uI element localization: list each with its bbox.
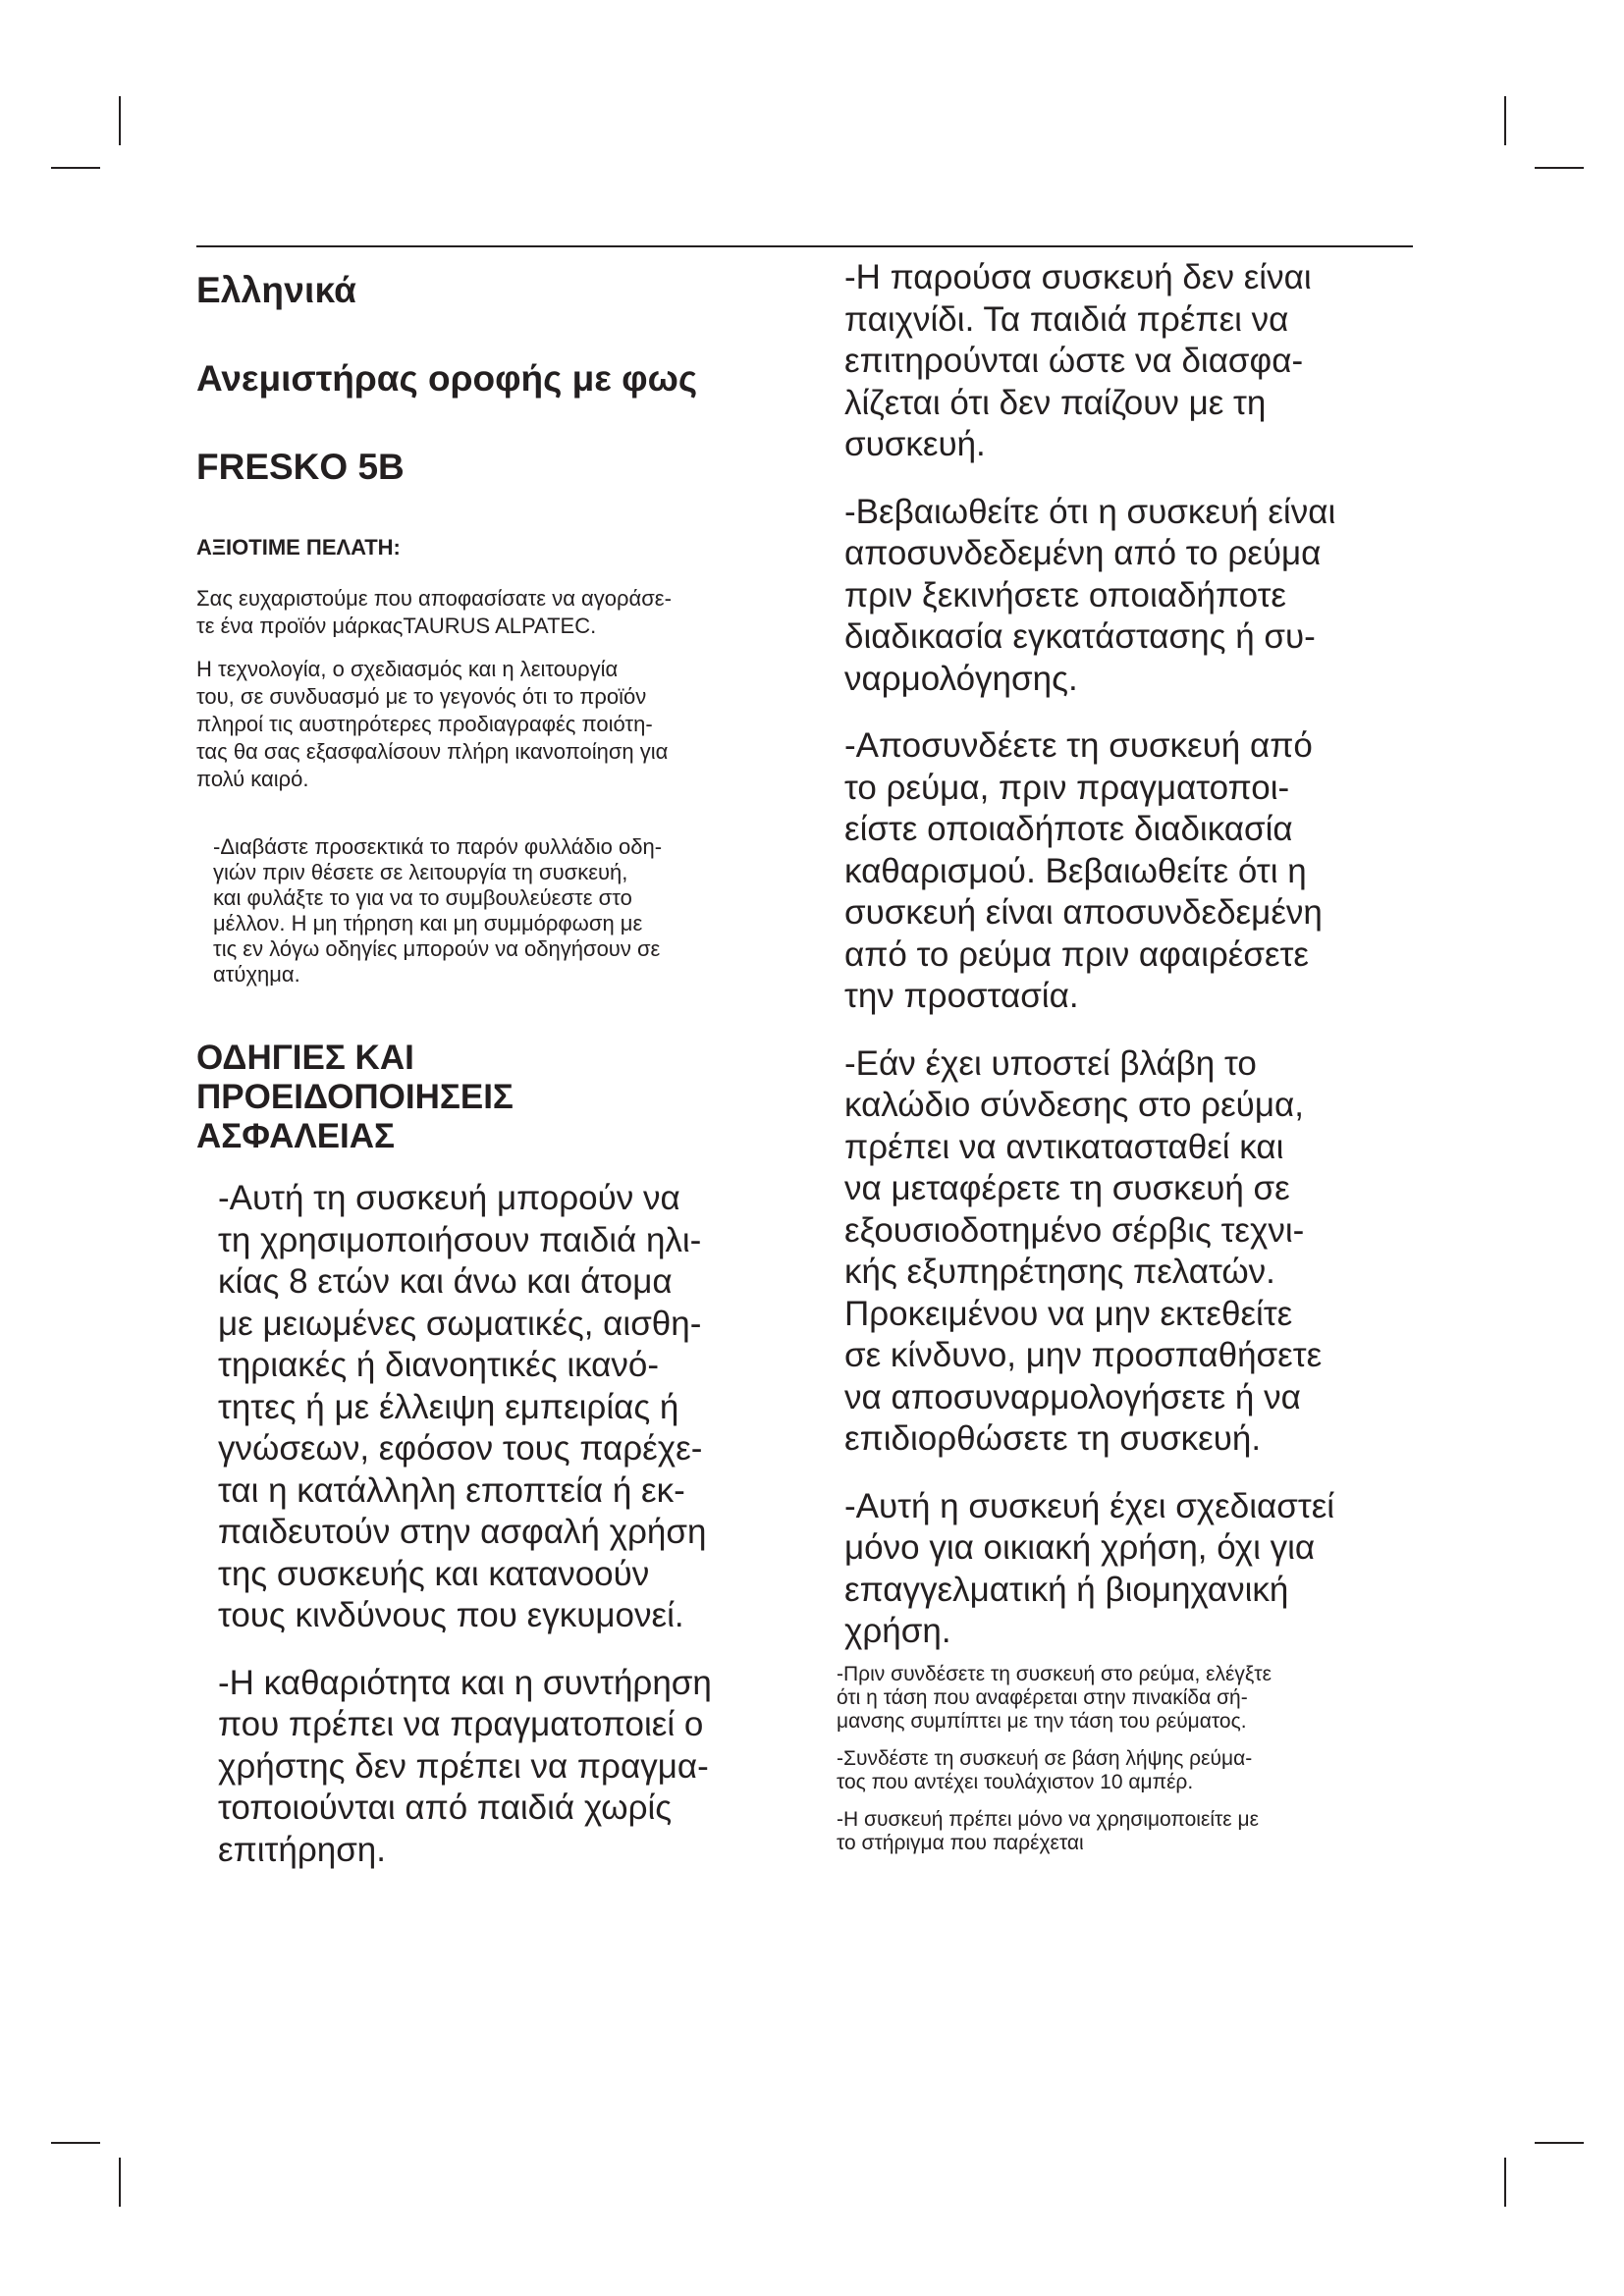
safety-paragraph-disconnect-before-install: -Βεβαιωθείτε ότι η συσκευή είναι αποσυνδεδεμένη από το ρεύμα πριν ξεκινήσετε οποιαδήποτε διαδικασία εγκατάστασης ή συ- ναρμολόγησης.	[844, 492, 1336, 698]
crop-mark	[1504, 96, 1506, 145]
safety-paragraph-children-use: -Αυτή τη συσκευή μπορούν να τη χρησιμοποιήσουν παιδιά ηλι- κίας 8 ετών και άνω και άτομα με μειωμένες σωματικές, αισθη- τηριακές ή διανοητικές ικανό- τητες ή με έλλειψη εμπειρίας ή γνώσεων, εφόσον τους παρέχε- ται η κατάλληλη εποπτεία ή εκ- παιδευτούν στην ασφαλή χρήση της συσκευής και κατανοούν τους κινδύνους που εγκυμονεί.	[218, 1179, 707, 1634]
crop-mark	[1535, 167, 1584, 169]
left-column	[196, 257, 805, 1871]
model-title: FRESKO 5B	[196, 447, 405, 487]
crop-mark	[51, 2142, 100, 2144]
safety-paragraph-damaged-cable: -Εάν έχει υποστεί βλάβη το καλώδιο σύνδεσης στο ρεύμα, πρέπει να αντικατασταθεί και να μεταφέρετε τη συσκευή σε εξουσιοδοτημένο σέρβις τεχνι- κής εξυπηρέτησης πελατών. Προκειμένου να μην εκτεθείτε σε κίνδυνο, μην προσπαθήσετε να αποσυναρμολογήσετε ή να επιδιορθώσετε τη συσκευή.	[844, 1043, 1323, 1458]
safety-note-support: -Η συσκευή πρέπει μόνο να χρησιμοποιείτε με το στήριγμα που παρέχεται	[837, 1807, 1259, 1854]
safety-note-check-voltage: -Πριν συνδέσετε τη συσκευή στο ρεύμα, ελέγξτε ότι η τάση που αναφέρεται στην πινακίδα σή- μανσης συμπίπτει με την τάση του ρεύματος.	[837, 1662, 1272, 1733]
header-rule	[196, 245, 1413, 247]
read-instructions-note: -Διαβάστε προσεκτικά το παρόν φυλλάδιο οδη- γιών πριν θέσετε σε λειτουργία τη συσκευή, και φυλάξτε το για να το συμβουλεύεστε στο μέλλον. Η μη τήρηση και μη συμμόρφωση με τις εν λόγω οδηγίες μπορούν να οδηγήσουν σε ατύχημα.	[213, 834, 663, 987]
right-column	[837, 257, 1426, 1855]
safety-heading: ΟΔΗΓΙΕΣ ΚΑΙ ΠΡΟΕΙΔΟΠΟΙΗΣΕΙΣ ΑΣΦΑΛΕΙΑΣ	[196, 1039, 514, 1155]
thanks-paragraph: Σας ευχαριστούμε που αποφασίσατε να αγοράσε- τε ένα προϊόν μάρκαςTAURUS ALPATEC.	[196, 586, 672, 638]
crop-mark	[1504, 2158, 1506, 2207]
safety-note-socket-rating: -Συνδέστε τη συσκευή σε βάση λήψης ρεύμα- τος που αντέχει τουλάχιστον 10 αμπέρ.	[837, 1746, 1253, 1793]
safety-paragraph-not-a-toy: -Η παρούσα συσκευή δεν είναι παιχνίδι. Τα παιδιά πρέπει να επιτηρούνται ώστε να διασφα- λίζεται ότι δεν παίζουν με τη συσκευή.	[844, 258, 1312, 463]
language-title: Ελληνικά	[196, 270, 357, 310]
product-title: Ανεμιστήρας οροφής με φως	[196, 358, 698, 399]
crop-mark	[119, 96, 121, 145]
crop-mark	[51, 167, 100, 169]
safety-paragraph-disconnect-before-cleaning: -Αποσυνδέετε τη συσκευή από το ρεύμα, πριν πραγματοποι- είστε οποιαδήποτε διαδικασία καθαρισμού. Βεβαιωθείτε ότι η συσκευή είναι αποσυνδεδεμένη από το ρεύμα πριν αφαιρέσετε την προστασία.	[844, 726, 1323, 1015]
technology-paragraph: Η τεχνολογία, ο σχεδιασμός και η λειτουργία του, σε συνδυασμό με το γεγονός ότι το προϊόν πληροί τις αυστηρότερες προδιαγραφές ποιότη- τας θα σας εξασφαλίσουν πλήρη ικανοποίηση για πολύ καιρό.	[196, 657, 669, 791]
crop-mark	[119, 2158, 121, 2207]
safety-paragraph-household-use: -Αυτή η συσκευή έχει σχεδιαστεί μόνο για οικιακή χρήση, όχι για επαγγελματική ή βιομηχανική χρήση.	[844, 1486, 1335, 1650]
safety-paragraph-cleaning: -Η καθαριότητα και η συντήρηση που πρέπει να πραγματοποιεί ο χρήστης δεν πρέπει να πραγμα- τοποιούνται από παιδιά χωρίς επιτήρηση.	[218, 1663, 712, 1869]
dear-customer-heading: ΑΞΙΟΤΙΜΕ ΠΕΛΑΤΗ:	[196, 535, 401, 560]
crop-mark	[1535, 2142, 1584, 2144]
